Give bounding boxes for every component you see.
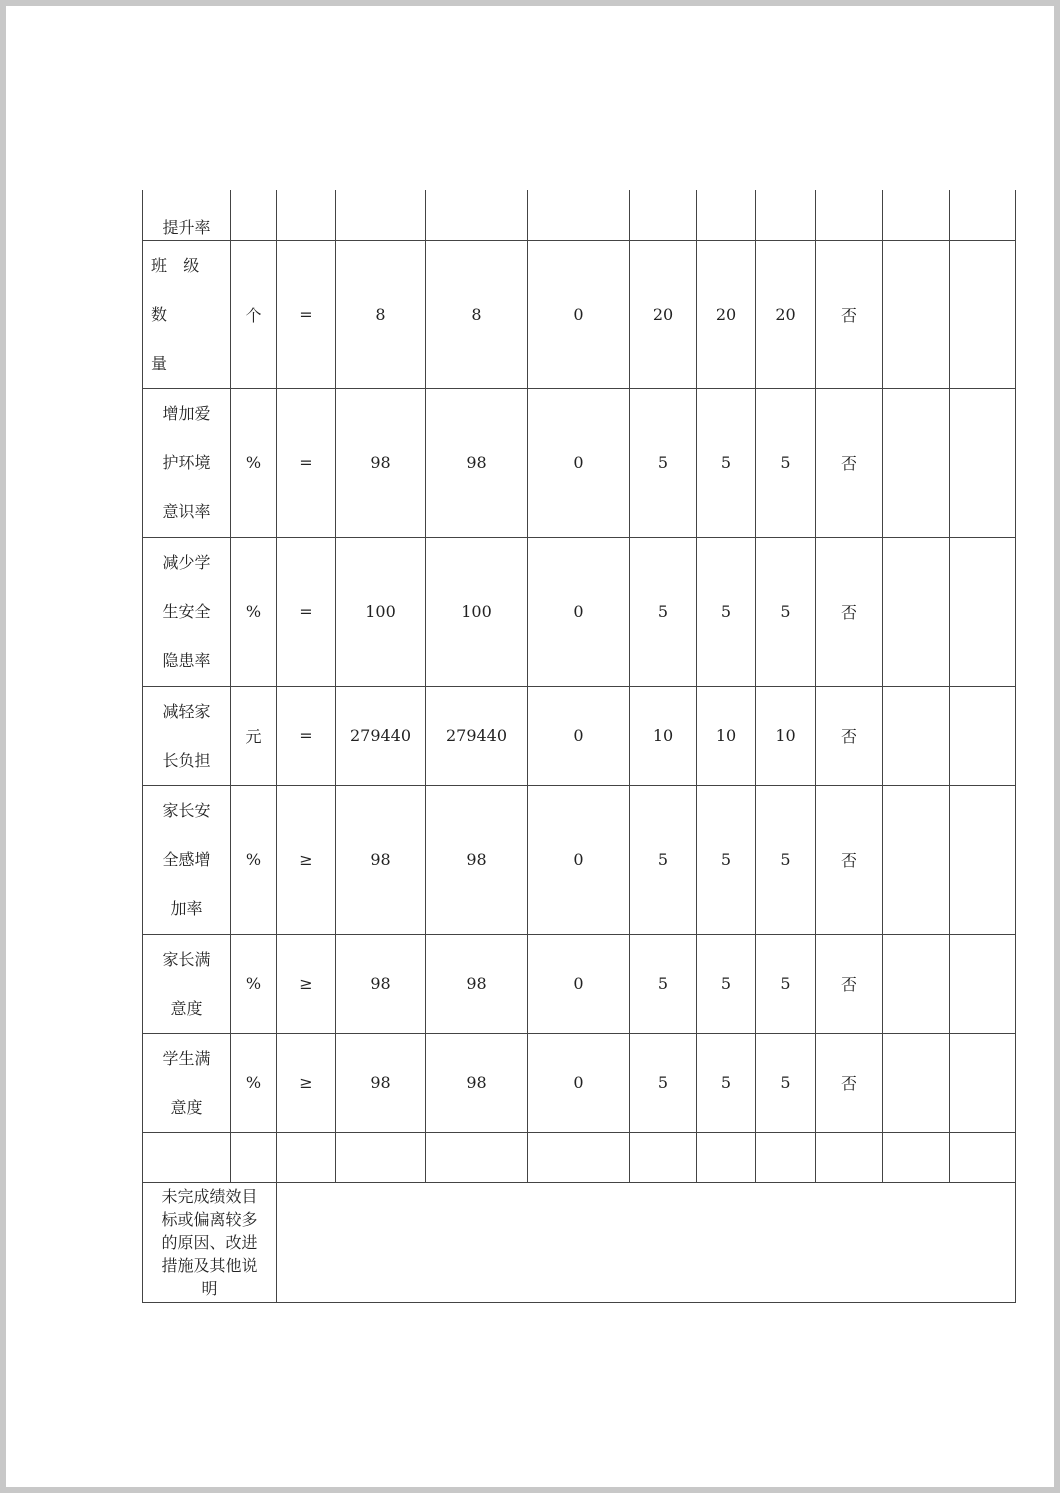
empty-cell — [883, 934, 950, 1033]
indicator-cell — [143, 785, 231, 934]
target-value-cell — [336, 190, 426, 240]
performance-table — [142, 190, 1016, 1303]
score-cell — [756, 190, 816, 240]
operator-cell: = — [277, 240, 336, 388]
unit-cell — [231, 190, 277, 240]
table-row — [143, 1033, 1016, 1132]
flag-cell: 否 — [816, 686, 883, 785]
table-row — [143, 190, 1016, 240]
empty-cell — [950, 1132, 1016, 1182]
operator-cell: ≥ — [277, 785, 336, 934]
unit-cell: % — [231, 934, 277, 1033]
score-cell: 5 — [756, 934, 816, 1033]
empty-cell — [950, 240, 1016, 388]
notes-value-cell — [277, 1182, 1016, 1302]
empty-cell — [950, 388, 1016, 537]
operator-cell: ≥ — [277, 1033, 336, 1132]
unit-cell: 个 — [231, 240, 277, 388]
table-row — [143, 240, 1016, 388]
notes-label-line: 标或偏离较多 — [161, 1209, 258, 1229]
indicator-line: 长负担 — [162, 750, 211, 770]
score-cell: 5 — [756, 1033, 816, 1132]
indicator-line: 意识率 — [162, 502, 211, 521]
empty-cell — [231, 1132, 277, 1182]
unit-cell: % — [231, 388, 277, 537]
flag-cell: 否 — [816, 388, 883, 537]
empty-cell — [950, 686, 1016, 785]
table-row — [143, 686, 1016, 785]
indicator-line: 量 — [151, 353, 168, 373]
notes-label-line: 明 — [201, 1278, 218, 1298]
actual-value-cell: 279440 — [426, 686, 528, 785]
operator-cell: = — [277, 537, 336, 686]
score-cell: 5 — [697, 1033, 756, 1132]
indicator-line: 减轻家 — [162, 701, 211, 721]
table-row — [143, 785, 1016, 934]
empty-cell — [756, 1132, 816, 1182]
score-cell — [697, 190, 756, 240]
operator-cell — [277, 190, 336, 240]
table-row — [143, 934, 1016, 1033]
notes-label-line: 未完成绩效目 — [161, 1186, 258, 1206]
unit-cell: % — [231, 785, 277, 934]
deviation-cell: 0 — [528, 388, 630, 537]
notes-label-line: 措施及其他说 — [161, 1255, 258, 1275]
weight-cell: 5 — [630, 537, 697, 686]
target-value-cell: 98 — [336, 388, 426, 537]
indicator-cell — [143, 1033, 231, 1132]
indicator-line: 提升率 — [162, 217, 211, 237]
indicator-cell — [143, 537, 231, 686]
unit-cell: % — [231, 1033, 277, 1132]
indicator-line: 护环境 — [162, 453, 211, 472]
indicator-line: 班 级 数 — [151, 255, 205, 324]
actual-value-cell: 8 — [426, 240, 528, 388]
notes-label-cell — [143, 1182, 277, 1302]
table-row — [143, 388, 1016, 537]
weight-cell: 5 — [630, 1033, 697, 1132]
weight-cell: 5 — [630, 785, 697, 934]
empty-cell — [883, 240, 950, 388]
indicator-cell — [143, 686, 231, 785]
empty-cell — [883, 190, 950, 240]
empty-cell — [883, 1033, 950, 1132]
weight-cell: 5 — [630, 388, 697, 537]
target-value-cell: 98 — [336, 785, 426, 934]
unit-cell: 元 — [231, 686, 277, 785]
target-value-cell: 98 — [336, 934, 426, 1033]
deviation-cell: 0 — [528, 686, 630, 785]
empty-cell — [816, 1132, 883, 1182]
empty-cell — [883, 785, 950, 934]
deviation-cell — [528, 190, 630, 240]
score-cell: 5 — [697, 785, 756, 934]
deviation-cell: 0 — [528, 240, 630, 388]
table-row — [143, 537, 1016, 686]
score-cell: 5 — [697, 537, 756, 686]
empty-cell — [883, 388, 950, 537]
score-cell: 5 — [756, 537, 816, 686]
flag-cell: 否 — [816, 785, 883, 934]
indicator-line: 家长满 — [162, 949, 211, 969]
indicator-line: 减少学 — [162, 553, 211, 572]
empty-cell — [883, 537, 950, 686]
flag-cell: 否 — [816, 1033, 883, 1132]
flag-cell — [816, 190, 883, 240]
notes-label-line: 的原因、改进 — [161, 1232, 258, 1252]
actual-value-cell: 98 — [426, 785, 528, 934]
operator-cell: ≥ — [277, 934, 336, 1033]
flag-cell: 否 — [816, 240, 883, 388]
operator-cell: = — [277, 686, 336, 785]
indicator-line: 学生满 — [162, 1048, 211, 1068]
actual-value-cell: 98 — [426, 934, 528, 1033]
indicator-line: 家长安 — [162, 801, 211, 820]
document-page — [6, 6, 1054, 1487]
empty-cell — [697, 1132, 756, 1182]
score-cell: 10 — [756, 686, 816, 785]
empty-cell — [883, 1132, 950, 1182]
score-cell: 5 — [756, 785, 816, 934]
empty-cell — [426, 1132, 528, 1182]
indicator-line: 增加爱 — [162, 404, 211, 423]
empty-cell — [336, 1132, 426, 1182]
score-cell: 5 — [756, 388, 816, 537]
weight-cell: 20 — [630, 240, 697, 388]
notes-row — [143, 1182, 1016, 1302]
indicator-line: 隐患率 — [162, 651, 211, 670]
table-row — [143, 1132, 1016, 1182]
weight-cell — [630, 190, 697, 240]
deviation-cell: 0 — [528, 785, 630, 934]
score-cell: 20 — [756, 240, 816, 388]
empty-cell — [950, 1033, 1016, 1132]
score-cell: 10 — [697, 686, 756, 785]
target-value-cell: 98 — [336, 1033, 426, 1132]
empty-cell — [277, 1132, 336, 1182]
weight-cell: 10 — [630, 686, 697, 785]
flag-cell: 否 — [816, 934, 883, 1033]
empty-cell — [950, 537, 1016, 686]
target-value-cell: 8 — [336, 240, 426, 388]
score-cell: 5 — [697, 388, 756, 537]
operator-cell: = — [277, 388, 336, 537]
deviation-cell: 0 — [528, 537, 630, 686]
empty-cell — [630, 1132, 697, 1182]
indicator-line: 加率 — [170, 899, 203, 918]
target-value-cell: 100 — [336, 537, 426, 686]
indicator-line: 意度 — [170, 998, 203, 1018]
actual-value-cell: 98 — [426, 1033, 528, 1132]
indicator-line: 全感增 — [162, 850, 211, 869]
deviation-cell: 0 — [528, 1033, 630, 1132]
unit-cell: % — [231, 537, 277, 686]
weight-cell: 5 — [630, 934, 697, 1033]
actual-value-cell — [426, 190, 528, 240]
actual-value-cell: 100 — [426, 537, 528, 686]
flag-cell: 否 — [816, 537, 883, 686]
score-cell: 5 — [697, 934, 756, 1033]
actual-value-cell: 98 — [426, 388, 528, 537]
deviation-cell: 0 — [528, 934, 630, 1033]
indicator-cell — [143, 240, 231, 388]
empty-cell — [143, 1132, 231, 1182]
indicator-cell — [143, 190, 231, 240]
empty-cell — [883, 686, 950, 785]
empty-cell — [950, 785, 1016, 934]
empty-cell — [950, 934, 1016, 1033]
score-cell: 20 — [697, 240, 756, 388]
indicator-line: 生安全 — [162, 602, 211, 621]
empty-cell — [528, 1132, 630, 1182]
target-value-cell: 279440 — [336, 686, 426, 785]
empty-cell — [950, 190, 1016, 240]
indicator-cell — [143, 388, 231, 537]
indicator-cell — [143, 934, 231, 1033]
indicator-line: 意度 — [170, 1097, 203, 1117]
